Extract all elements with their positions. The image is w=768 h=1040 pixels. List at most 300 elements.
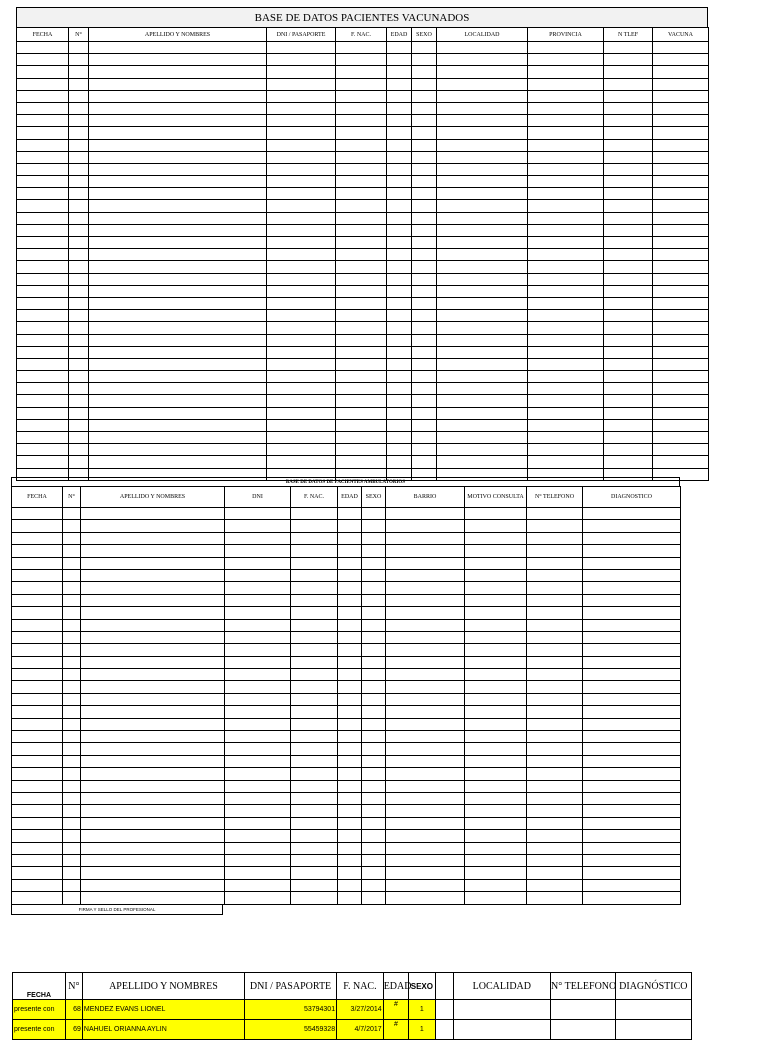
table-cell[interactable] <box>386 768 465 780</box>
table-cell[interactable] <box>653 419 709 431</box>
table-cell[interactable] <box>17 407 69 419</box>
table-cell[interactable] <box>336 371 387 383</box>
table-cell[interactable] <box>362 867 386 879</box>
table-cell[interactable] <box>17 127 69 139</box>
table-cell[interactable] <box>465 842 527 854</box>
table-cell[interactable] <box>528 151 604 163</box>
table-cell[interactable] <box>362 731 386 743</box>
table-cell[interactable] <box>362 792 386 804</box>
table-cell[interactable] <box>12 768 63 780</box>
table-cell[interactable] <box>387 456 412 468</box>
table-cell[interactable] <box>69 456 89 468</box>
table-cell[interactable] <box>362 619 386 631</box>
table-cell[interactable] <box>17 419 69 431</box>
table-cell[interactable] <box>69 66 89 78</box>
table-cell[interactable] <box>653 66 709 78</box>
table-cell[interactable] <box>387 395 412 407</box>
table-cell[interactable] <box>362 582 386 594</box>
table-cell[interactable] <box>63 854 81 866</box>
table-cell[interactable] <box>362 768 386 780</box>
table-cell[interactable] <box>387 249 412 261</box>
table-cell[interactable] <box>291 706 338 718</box>
table-cell[interactable] <box>12 743 63 755</box>
table-cell[interactable] <box>12 731 63 743</box>
table-cell[interactable] <box>386 718 465 730</box>
table-cell[interactable] <box>583 854 681 866</box>
table-cell[interactable] <box>604 358 653 370</box>
table-cell[interactable] <box>437 456 528 468</box>
table-cell[interactable] <box>527 532 583 544</box>
table-cell[interactable] <box>336 334 387 346</box>
table-cell[interactable] <box>362 892 386 904</box>
table-cell[interactable] <box>437 224 528 236</box>
table-cell[interactable] <box>63 817 81 829</box>
table-cell[interactable] <box>412 285 437 297</box>
table-cell[interactable] <box>604 285 653 297</box>
table-cell[interactable] <box>291 594 338 606</box>
table-cell[interactable] <box>528 54 604 66</box>
table-cell[interactable] <box>81 569 225 581</box>
table-cell[interactable] <box>12 842 63 854</box>
table-cell[interactable] <box>387 432 412 444</box>
table-cell[interactable] <box>412 249 437 261</box>
table-cell[interactable] <box>291 545 338 557</box>
table-cell[interactable] <box>527 842 583 854</box>
table-cell[interactable] <box>267 285 336 297</box>
table-cell[interactable] <box>17 261 69 273</box>
table-cell[interactable] <box>63 656 81 668</box>
table-cell[interactable] <box>89 200 267 212</box>
table-cell[interactable] <box>527 594 583 606</box>
table-cell[interactable] <box>583 569 681 581</box>
table-cell[interactable] <box>387 334 412 346</box>
table-cell[interactable] <box>528 432 604 444</box>
table-cell[interactable] <box>437 358 528 370</box>
table-cell[interactable] <box>267 395 336 407</box>
table-cell[interactable] <box>81 718 225 730</box>
table-cell[interactable] <box>528 419 604 431</box>
table-cell[interactable] <box>583 669 681 681</box>
table-cell[interactable] <box>653 188 709 200</box>
table-cell[interactable] <box>225 817 291 829</box>
table-cell[interactable] <box>465 817 527 829</box>
table-cell[interactable] <box>12 780 63 792</box>
table-cell[interactable] <box>387 310 412 322</box>
table-cell[interactable] <box>386 532 465 544</box>
table-cell[interactable] <box>387 322 412 334</box>
table-cell[interactable] <box>604 127 653 139</box>
table-cell[interactable] <box>465 619 527 631</box>
table-cell[interactable] <box>465 508 527 520</box>
table-cell[interactable] <box>81 582 225 594</box>
table-cell[interactable] <box>63 693 81 705</box>
table-cell[interactable] <box>89 151 267 163</box>
table-cell[interactable] <box>604 42 653 54</box>
table-cell[interactable] <box>412 371 437 383</box>
table-cell[interactable] <box>267 66 336 78</box>
table-cell[interactable] <box>527 644 583 656</box>
table-cell[interactable] <box>386 693 465 705</box>
table-cell[interactable] <box>387 346 412 358</box>
table-cell[interactable] <box>387 371 412 383</box>
table-cell[interactable] <box>225 656 291 668</box>
table-cell[interactable] <box>412 322 437 334</box>
table-cell[interactable] <box>465 879 527 891</box>
table-cell[interactable] <box>387 115 412 127</box>
table-cell[interactable] <box>338 607 362 619</box>
table-cell[interactable] <box>89 407 267 419</box>
table-cell[interactable] <box>465 805 527 817</box>
table-cell[interactable] <box>412 127 437 139</box>
table-cell[interactable] <box>583 693 681 705</box>
table-cell[interactable]: 3/27/2014 <box>337 1000 384 1020</box>
table-cell[interactable] <box>336 237 387 249</box>
table-cell[interactable] <box>336 249 387 261</box>
table-cell[interactable] <box>12 532 63 544</box>
table-cell[interactable] <box>653 42 709 54</box>
table-cell[interactable] <box>583 830 681 842</box>
table-cell[interactable] <box>386 669 465 681</box>
table-cell[interactable] <box>291 805 338 817</box>
table-cell[interactable] <box>653 115 709 127</box>
table-cell[interactable] <box>528 395 604 407</box>
table-cell[interactable] <box>604 139 653 151</box>
table-cell[interactable] <box>336 432 387 444</box>
table-cell[interactable] <box>338 755 362 767</box>
table-cell[interactable] <box>604 151 653 163</box>
table-cell[interactable] <box>69 261 89 273</box>
table-cell[interactable] <box>437 188 528 200</box>
table-cell[interactable] <box>437 115 528 127</box>
table-cell[interactable] <box>89 127 267 139</box>
table-cell[interactable] <box>267 54 336 66</box>
table-cell[interactable] <box>267 212 336 224</box>
table-cell[interactable] <box>387 151 412 163</box>
table-cell[interactable] <box>604 419 653 431</box>
table-cell[interactable] <box>465 582 527 594</box>
table-cell[interactable] <box>69 212 89 224</box>
table-cell[interactable] <box>81 607 225 619</box>
table-cell[interactable] <box>81 693 225 705</box>
table-cell[interactable] <box>12 619 63 631</box>
table-cell[interactable] <box>69 419 89 431</box>
table-cell[interactable] <box>527 817 583 829</box>
table-cell[interactable] <box>225 743 291 755</box>
table-cell[interactable] <box>81 792 225 804</box>
table-cell[interactable] <box>338 842 362 854</box>
table-cell[interactable] <box>291 569 338 581</box>
table-cell[interactable] <box>69 54 89 66</box>
table-cell[interactable] <box>653 395 709 407</box>
table-cell[interactable] <box>465 681 527 693</box>
table-cell[interactable] <box>527 619 583 631</box>
table-cell[interactable] <box>267 273 336 285</box>
table-cell[interactable] <box>362 545 386 557</box>
table-cell[interactable] <box>386 792 465 804</box>
table-cell[interactable] <box>63 755 81 767</box>
table-cell[interactable] <box>604 407 653 419</box>
table-cell[interactable]: 69 <box>65 1020 82 1040</box>
table-cell[interactable] <box>528 297 604 309</box>
table-cell[interactable] <box>69 371 89 383</box>
table-cell[interactable] <box>362 755 386 767</box>
table-cell[interactable] <box>336 176 387 188</box>
table-cell[interactable] <box>225 718 291 730</box>
table-cell[interactable] <box>437 200 528 212</box>
table-cell[interactable] <box>225 892 291 904</box>
table-cell[interactable] <box>17 54 69 66</box>
table-cell[interactable] <box>12 854 63 866</box>
table-cell[interactable] <box>653 407 709 419</box>
table-cell[interactable] <box>267 78 336 90</box>
table-cell[interactable] <box>291 830 338 842</box>
table-cell[interactable] <box>17 395 69 407</box>
table-cell[interactable] <box>291 780 338 792</box>
table-cell[interactable] <box>465 743 527 755</box>
table-cell[interactable] <box>69 273 89 285</box>
table-cell[interactable] <box>437 297 528 309</box>
table-cell[interactable] <box>63 706 81 718</box>
table-cell[interactable] <box>17 115 69 127</box>
table-cell[interactable] <box>267 322 336 334</box>
table-cell[interactable] <box>653 224 709 236</box>
table-cell[interactable] <box>362 631 386 643</box>
table-cell[interactable] <box>604 102 653 114</box>
table-cell[interactable] <box>412 334 437 346</box>
table-cell[interactable] <box>583 532 681 544</box>
table-cell[interactable] <box>615 1020 691 1040</box>
table-cell[interactable] <box>386 755 465 767</box>
table-cell[interactable] <box>225 867 291 879</box>
table-cell[interactable] <box>63 545 81 557</box>
table-cell[interactable] <box>386 706 465 718</box>
table-cell[interactable] <box>465 792 527 804</box>
table-cell[interactable] <box>69 115 89 127</box>
table-cell[interactable] <box>465 780 527 792</box>
table-cell[interactable] <box>63 731 81 743</box>
table-cell[interactable] <box>81 817 225 829</box>
table-cell[interactable] <box>81 755 225 767</box>
table-cell[interactable] <box>89 115 267 127</box>
table-cell[interactable] <box>527 607 583 619</box>
table-cell[interactable] <box>89 310 267 322</box>
table-cell[interactable] <box>437 139 528 151</box>
table-cell[interactable] <box>17 224 69 236</box>
table-cell[interactable] <box>267 176 336 188</box>
table-cell[interactable] <box>338 768 362 780</box>
table-cell[interactable]: 1 <box>409 1020 435 1040</box>
table-cell[interactable] <box>69 346 89 358</box>
table-cell[interactable] <box>291 792 338 804</box>
table-cell[interactable] <box>81 780 225 792</box>
table-cell[interactable]: 55459328 <box>244 1020 336 1040</box>
table-cell[interactable] <box>551 1020 616 1040</box>
table-cell[interactable]: MENDEZ EVANS LIONEL <box>82 1000 244 1020</box>
table-cell[interactable] <box>89 419 267 431</box>
table-cell[interactable] <box>291 842 338 854</box>
table-cell[interactable] <box>12 569 63 581</box>
table-cell[interactable] <box>362 644 386 656</box>
table-cell[interactable] <box>527 731 583 743</box>
table-cell[interactable] <box>17 444 69 456</box>
table-cell[interactable] <box>527 557 583 569</box>
table-cell[interactable] <box>583 644 681 656</box>
table-cell[interactable] <box>225 607 291 619</box>
table-cell[interactable] <box>604 456 653 468</box>
table-cell[interactable] <box>437 395 528 407</box>
table-cell[interactable] <box>528 358 604 370</box>
table-cell[interactable] <box>225 569 291 581</box>
table-cell[interactable] <box>653 383 709 395</box>
table-cell[interactable] <box>386 854 465 866</box>
table-cell[interactable]: NAHUEL ORIANNA AYLIN <box>82 1020 244 1040</box>
table-cell[interactable] <box>267 237 336 249</box>
table-cell[interactable] <box>437 237 528 249</box>
table-cell[interactable] <box>412 395 437 407</box>
table-cell[interactable] <box>387 66 412 78</box>
table-cell[interactable] <box>386 656 465 668</box>
table-cell[interactable] <box>267 334 336 346</box>
table-cell[interactable] <box>386 879 465 891</box>
table-cell[interactable] <box>604 432 653 444</box>
table-cell[interactable] <box>17 310 69 322</box>
table-cell[interactable] <box>17 188 69 200</box>
table-cell[interactable] <box>336 78 387 90</box>
table-cell[interactable] <box>528 346 604 358</box>
table-cell[interactable] <box>267 139 336 151</box>
table-cell[interactable] <box>465 656 527 668</box>
table-cell[interactable] <box>69 407 89 419</box>
table-cell[interactable] <box>225 557 291 569</box>
table-cell[interactable] <box>291 508 338 520</box>
table-cell[interactable] <box>336 90 387 102</box>
table-cell[interactable] <box>63 805 81 817</box>
table-cell[interactable] <box>604 90 653 102</box>
table-cell[interactable] <box>437 444 528 456</box>
table-cell[interactable] <box>527 755 583 767</box>
table-cell[interactable] <box>604 66 653 78</box>
table-cell[interactable] <box>17 237 69 249</box>
table-cell[interactable] <box>69 237 89 249</box>
table-cell[interactable] <box>528 322 604 334</box>
table-cell[interactable] <box>267 456 336 468</box>
table-cell[interactable] <box>653 200 709 212</box>
table-cell[interactable] <box>583 792 681 804</box>
table-cell[interactable] <box>604 188 653 200</box>
table-cell[interactable] <box>387 200 412 212</box>
table-cell[interactable] <box>387 163 412 175</box>
table-cell[interactable] <box>338 619 362 631</box>
table-cell[interactable] <box>437 163 528 175</box>
table-cell[interactable] <box>12 631 63 643</box>
table-cell[interactable] <box>89 163 267 175</box>
table-cell[interactable] <box>267 444 336 456</box>
table-cell[interactable] <box>412 151 437 163</box>
table-cell[interactable] <box>653 139 709 151</box>
table-cell[interactable] <box>604 273 653 285</box>
table-cell[interactable] <box>437 90 528 102</box>
table-cell[interactable] <box>386 644 465 656</box>
table-cell[interactable] <box>338 743 362 755</box>
table-cell[interactable] <box>225 644 291 656</box>
table-cell[interactable] <box>387 297 412 309</box>
table-cell[interactable] <box>583 768 681 780</box>
table-cell[interactable] <box>17 334 69 346</box>
table-cell[interactable] <box>17 346 69 358</box>
table-cell[interactable] <box>387 54 412 66</box>
table-cell[interactable] <box>362 879 386 891</box>
table-cell[interactable] <box>291 879 338 891</box>
table-cell[interactable] <box>338 582 362 594</box>
table-cell[interactable] <box>528 456 604 468</box>
table-cell[interactable] <box>89 249 267 261</box>
table-cell[interactable] <box>12 879 63 891</box>
table-cell[interactable] <box>338 830 362 842</box>
table-cell[interactable] <box>527 780 583 792</box>
table-cell[interactable] <box>12 706 63 718</box>
table-cell[interactable] <box>653 444 709 456</box>
table-cell[interactable] <box>465 718 527 730</box>
table-cell[interactable] <box>69 163 89 175</box>
table-cell[interactable] <box>528 42 604 54</box>
table-cell[interactable] <box>437 419 528 431</box>
table-cell[interactable] <box>225 805 291 817</box>
table-cell[interactable] <box>267 297 336 309</box>
table-cell[interactable] <box>225 619 291 631</box>
table-cell[interactable] <box>387 139 412 151</box>
table-cell[interactable] <box>69 176 89 188</box>
table-cell[interactable] <box>12 545 63 557</box>
table-cell[interactable] <box>437 212 528 224</box>
table-cell[interactable] <box>338 681 362 693</box>
table-cell[interactable] <box>89 334 267 346</box>
table-cell[interactable] <box>653 346 709 358</box>
table-cell[interactable] <box>12 508 63 520</box>
table-cell[interactable] <box>412 78 437 90</box>
table-cell[interactable] <box>267 310 336 322</box>
table-cell[interactable] <box>267 346 336 358</box>
table-cell[interactable] <box>465 594 527 606</box>
table-cell[interactable] <box>465 706 527 718</box>
table-cell[interactable] <box>604 444 653 456</box>
table-cell[interactable] <box>583 718 681 730</box>
table-cell[interactable] <box>336 358 387 370</box>
table-cell[interactable] <box>386 520 465 532</box>
table-cell[interactable] <box>362 805 386 817</box>
table-cell[interactable] <box>291 718 338 730</box>
table-cell[interactable] <box>412 90 437 102</box>
table-cell[interactable] <box>412 297 437 309</box>
table-cell[interactable] <box>465 607 527 619</box>
table-cell[interactable]: 53794301 <box>244 1000 336 1020</box>
table-cell[interactable] <box>465 520 527 532</box>
table-cell[interactable] <box>89 346 267 358</box>
table-cell[interactable] <box>267 383 336 395</box>
table-cell[interactable] <box>386 569 465 581</box>
table-cell[interactable] <box>17 200 69 212</box>
table-cell[interactable] <box>338 718 362 730</box>
table-cell[interactable] <box>387 237 412 249</box>
table-cell[interactable] <box>387 102 412 114</box>
table-cell[interactable] <box>386 631 465 643</box>
table-cell[interactable] <box>225 755 291 767</box>
table-cell[interactable] <box>336 224 387 236</box>
table-cell[interactable] <box>336 42 387 54</box>
table-cell[interactable] <box>225 693 291 705</box>
table-cell[interactable] <box>89 456 267 468</box>
table-cell[interactable] <box>527 718 583 730</box>
table-cell[interactable] <box>17 383 69 395</box>
